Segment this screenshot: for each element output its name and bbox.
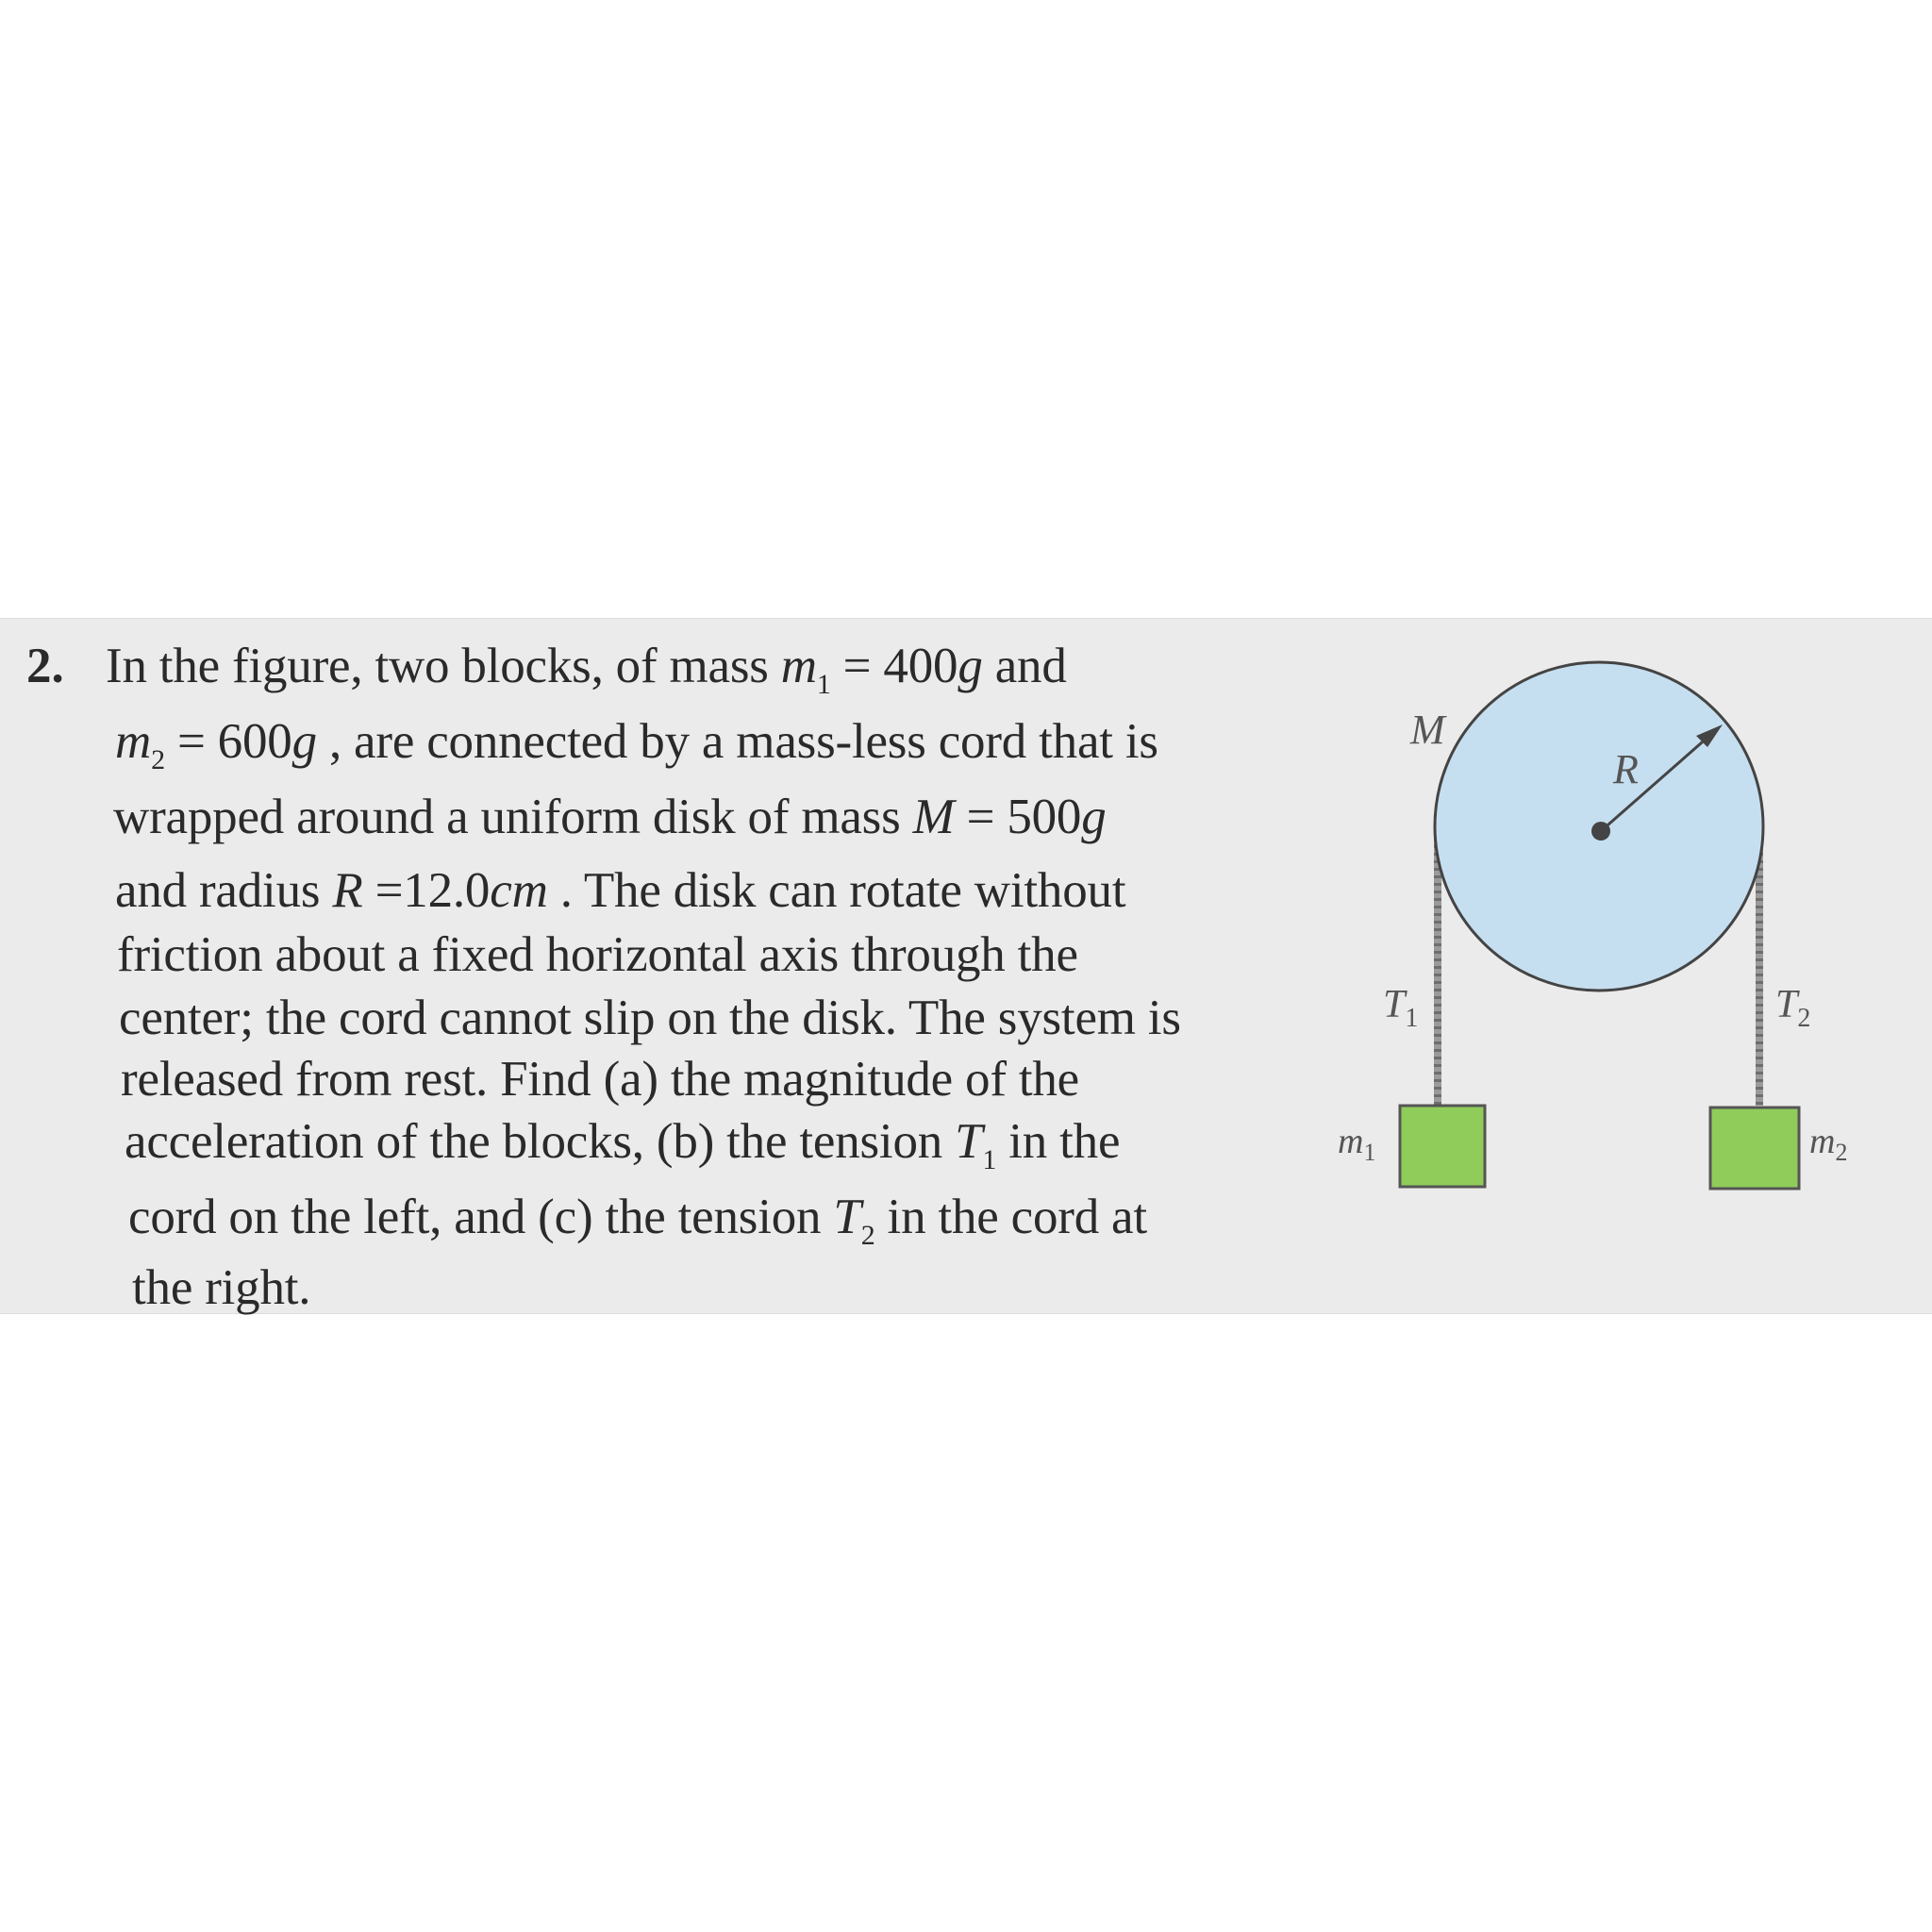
block-right-label: $m_2$ (1809, 1122, 1848, 1166)
disk-center (1591, 822, 1610, 841)
problem-text-line-2: $m_2 = 600g$ , are connected by a mass-less cord that is (115, 714, 1158, 775)
problem-text-line-8: acceleration of the blocks, (b) the tension $T_1$ in the (125, 1114, 1121, 1175)
radius-label: R (1613, 746, 1639, 792)
problem-text-line-7: released from rest. Find (a) the magnitude of the (121, 1052, 1079, 1107)
problem-text-line-1: In the figure, two blocks, of mass $m_1 = 400g$ and (106, 639, 1067, 700)
block-right (1710, 1108, 1799, 1189)
block-left (1400, 1106, 1485, 1187)
problem-text-line-4: and radius R =12.0cm . The disk can rotate without (115, 863, 1126, 918)
problem-text-line-10: the right. (132, 1260, 311, 1315)
tension-right-label: $T_2$ (1775, 983, 1811, 1033)
problem-text-line-9: cord on the left, and (c) the tension $T_2$ in the cord at (128, 1190, 1147, 1251)
tension-left-label: $T_1$ (1383, 983, 1419, 1033)
disk-mass-label: M (1410, 707, 1445, 753)
problem-text-line-6: center; the cord cannot slip on the disk. The system is (119, 991, 1181, 1045)
problem-text-line-3: wrapped around a uniform disk of mass M = 500g (113, 790, 1107, 844)
problem-text-line-5: friction about a fixed horizontal axis through the (117, 927, 1078, 982)
block-left-label: $m_1$ (1338, 1122, 1376, 1166)
question-number: 2. (26, 639, 64, 693)
